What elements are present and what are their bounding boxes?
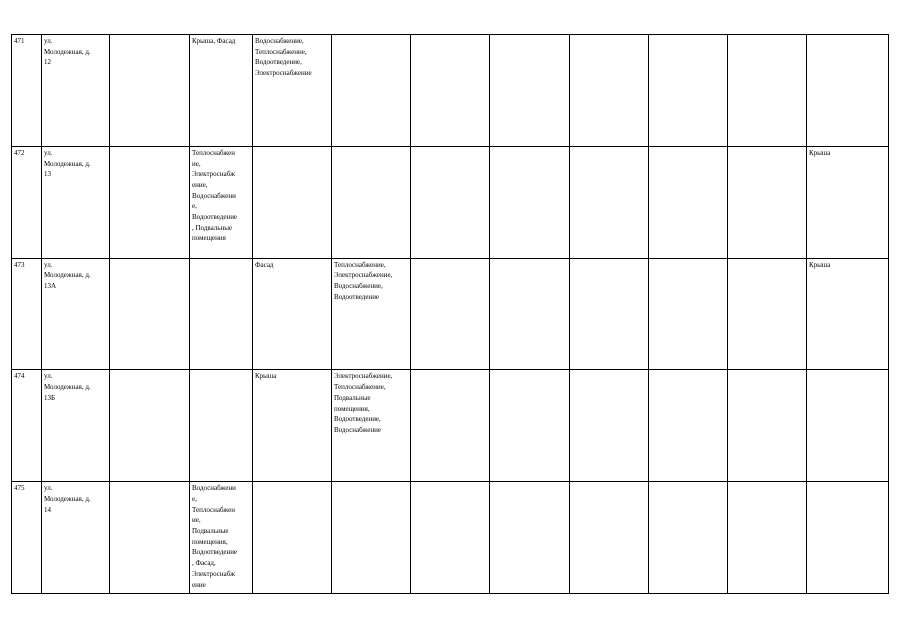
table-cell [490, 258, 570, 370]
table-row [12, 146, 889, 258]
address-cell [42, 146, 110, 258]
table-cell [807, 35, 889, 147]
table-cell [490, 482, 570, 594]
address-text: ул. Молодежная, д. 13Б [44, 372, 91, 402]
table-cell [728, 146, 807, 258]
address-text: ул. Молодежная, д. 12 [44, 37, 91, 67]
address-text: ул. Молодежная, д. 13 [44, 148, 91, 179]
table-cell [411, 370, 490, 482]
table-cell [807, 258, 889, 370]
table-cell [253, 482, 332, 594]
table-row [12, 258, 889, 370]
row-number: 472 [14, 148, 25, 157]
row-number-cell [12, 146, 42, 258]
cell-text: Водоснабжение, Теплоснабжение, Водоотведение, Электроснабжение [255, 37, 312, 78]
repair-schedule-table [11, 34, 889, 594]
address-text: ул. Молодежная, д. 13А [44, 260, 91, 290]
cell-text: Электроснабжение, Теплоснабжение, Подвальные помещения, Водоотведение, Водоснабжение [334, 372, 393, 434]
table-cell [570, 35, 649, 147]
table-cell [332, 35, 411, 147]
table-cell [332, 258, 411, 370]
table-cell [570, 482, 649, 594]
table-cell [411, 258, 490, 370]
table-cell [490, 370, 570, 482]
table-cell [411, 35, 490, 147]
cell-text: Крыша, Фасад [192, 37, 236, 45]
row-number-cell [12, 258, 42, 370]
table-cell [332, 482, 411, 594]
address-cell [42, 370, 110, 482]
table-cell [190, 370, 253, 482]
address-text: ул. Молодежная, д. 14 [44, 484, 91, 514]
table-cell [490, 35, 570, 147]
table-cell [649, 482, 728, 594]
table-cell [807, 482, 889, 594]
table-cell [570, 258, 649, 370]
table-cell [570, 370, 649, 482]
table-cell [411, 482, 490, 594]
table-cell [807, 370, 889, 482]
table-cell [253, 35, 332, 147]
row-number: 473 [14, 260, 25, 269]
cell-text: Водоснабжени е, Теплоснабжен ие, Подвальные помещения, Водоотведение , Фасад, Электроснабж ение [192, 484, 238, 589]
table-cell [190, 146, 253, 258]
table-cell [190, 482, 253, 594]
table-cell [253, 146, 332, 258]
cell-text: Крыша [255, 372, 277, 381]
table-cell [253, 370, 332, 482]
table-cell [332, 146, 411, 258]
address-cell [42, 258, 110, 370]
table-cell [332, 370, 411, 482]
table-cell [649, 370, 728, 482]
table-cell [190, 258, 253, 370]
row-number: 471 [14, 37, 25, 45]
address-cell [42, 35, 110, 147]
table-cell [411, 146, 490, 258]
row-number: 475 [14, 484, 25, 493]
table-cell [728, 35, 807, 147]
table-cell [728, 258, 807, 370]
row-number-cell [12, 35, 42, 147]
table-cell [570, 146, 649, 258]
row-number-cell [12, 370, 42, 482]
address-cell [42, 482, 110, 594]
table-cell [190, 35, 253, 147]
table-cell [110, 146, 190, 258]
table-cell [728, 370, 807, 482]
table-row [12, 370, 889, 482]
table-cell [649, 258, 728, 370]
cell-text: Крыша [809, 148, 831, 157]
cell-text: Теплоснабжен ие, Электроснабж ение, Водоснабжени е, Водоотведение , Подвальные помещения [192, 148, 238, 243]
cell-text: Крыша [809, 260, 831, 269]
table-cell [728, 482, 807, 594]
table-cell [490, 146, 570, 258]
table-cell [807, 146, 889, 258]
table-row [12, 35, 889, 147]
table-cell [649, 146, 728, 258]
row-number-cell [12, 482, 42, 594]
table-cell [110, 258, 190, 370]
cell-text: Фасад [255, 260, 274, 269]
table-cell [110, 35, 190, 147]
table-cell [110, 482, 190, 594]
cell-text: Теплоснабжение, Электроснабжение, Водоснабжение, Водоотведение [334, 260, 393, 301]
table-cell [110, 370, 190, 482]
table-cell [253, 258, 332, 370]
row-number: 474 [14, 372, 25, 381]
table-row [12, 482, 889, 594]
table-cell [649, 35, 728, 147]
